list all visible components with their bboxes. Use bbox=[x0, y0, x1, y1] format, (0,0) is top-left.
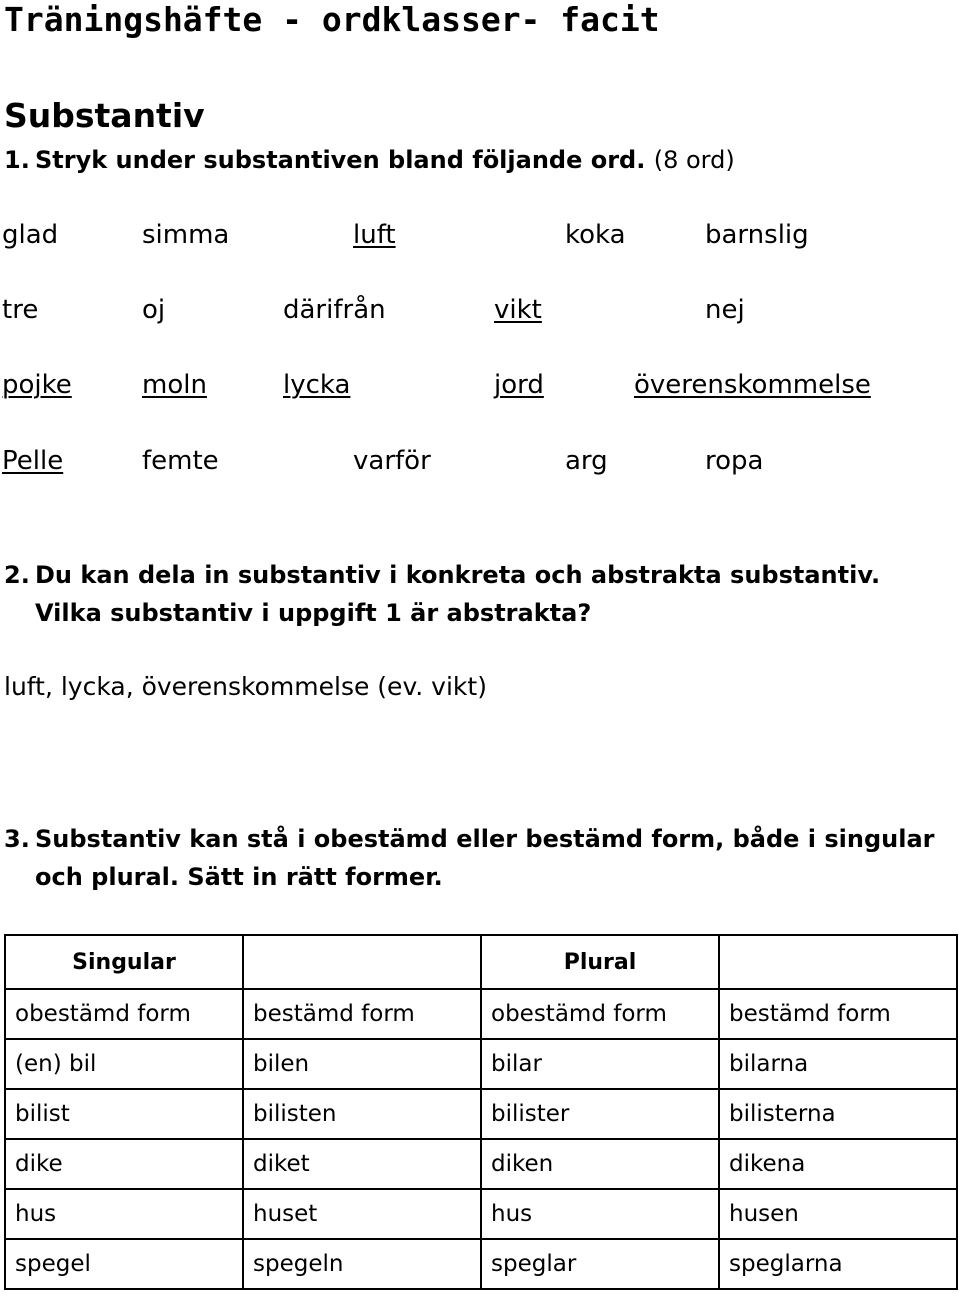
question-2 bbox=[4, 561, 880, 589]
word-item: arg bbox=[565, 446, 608, 476]
table-cell: husen bbox=[719, 1189, 957, 1239]
table-row bbox=[5, 1239, 957, 1289]
table-cell: hus bbox=[481, 1189, 719, 1239]
question-note: (8 ord) bbox=[653, 146, 735, 174]
word-item: jord bbox=[494, 370, 544, 400]
question-text: Substantiv kan stå i obestämd eller bestämd form, både i singular bbox=[35, 825, 935, 853]
noun-forms-table bbox=[4, 934, 958, 1290]
question-text: Du kan dela in substantiv i konkreta och abstrakta substantiv. bbox=[35, 561, 881, 589]
column-header-cell: obestämd form bbox=[5, 989, 243, 1039]
question-1 bbox=[4, 146, 735, 174]
group-header-cell: Plural bbox=[481, 935, 719, 989]
word-item: lycka bbox=[283, 370, 351, 400]
question-2-line-2: Vilka substantiv i uppgift 1 är abstrakta? bbox=[35, 599, 592, 627]
word-item: barnslig bbox=[705, 220, 809, 250]
group-header-cell: Singular bbox=[5, 935, 243, 989]
table-cell: dikena bbox=[719, 1139, 957, 1189]
word-item: koka bbox=[565, 220, 626, 250]
table-cell: bilisterna bbox=[719, 1089, 957, 1139]
table-cell: spegel bbox=[5, 1239, 243, 1289]
table-cell: spegeln bbox=[243, 1239, 481, 1289]
question-number: 3. bbox=[4, 825, 30, 853]
page-title: Träningshäfte - ordklasser- facit bbox=[4, 0, 660, 39]
table-cell: diken bbox=[481, 1139, 719, 1189]
table-cell: speglar bbox=[481, 1239, 719, 1289]
table-cell: bilar bbox=[481, 1039, 719, 1089]
table-cell: bilist bbox=[5, 1089, 243, 1139]
word-item: oj bbox=[142, 295, 166, 325]
table-row bbox=[5, 1039, 957, 1089]
word-item: glad bbox=[2, 220, 59, 250]
table-cell: hus bbox=[5, 1189, 243, 1239]
word-item: simma bbox=[142, 220, 230, 250]
table-cell: (en) bil bbox=[5, 1039, 243, 1089]
word-item: tre bbox=[2, 295, 39, 325]
table-cell: bilister bbox=[481, 1089, 719, 1139]
word-item: pojke bbox=[2, 370, 72, 400]
group-header-cell bbox=[243, 935, 481, 989]
answer-text: luft, lycka, överenskommelse (ev. vikt) bbox=[4, 672, 487, 701]
group-header-cell bbox=[719, 935, 957, 989]
table-cell: bilisten bbox=[243, 1089, 481, 1139]
table-cell: dike bbox=[5, 1139, 243, 1189]
table-column-header-row bbox=[5, 989, 957, 1039]
question-number: 2. bbox=[4, 561, 30, 589]
word-item: ropa bbox=[705, 446, 764, 476]
word-item: moln bbox=[142, 370, 207, 400]
word-item: nej bbox=[705, 295, 745, 325]
word-item: Pelle bbox=[2, 446, 64, 476]
section-heading: Substantiv bbox=[4, 96, 205, 135]
word-item: luft bbox=[353, 220, 396, 250]
table-row bbox=[5, 1189, 957, 1239]
question-3 bbox=[4, 825, 935, 853]
table-cell: bilen bbox=[243, 1039, 481, 1089]
table-cell: speglarna bbox=[719, 1239, 957, 1289]
word-item: därifrån bbox=[283, 295, 386, 325]
word-item: varför bbox=[353, 446, 431, 476]
word-item: vikt bbox=[494, 295, 542, 325]
word-item: överenskommelse bbox=[634, 370, 871, 400]
table-row bbox=[5, 1139, 957, 1189]
column-header-cell: bestämd form bbox=[719, 989, 957, 1039]
word-item: femte bbox=[142, 446, 219, 476]
table-cell: huset bbox=[243, 1189, 481, 1239]
table-group-header-row bbox=[5, 935, 957, 989]
question-number: 1. bbox=[4, 146, 30, 174]
table-cell: diket bbox=[243, 1139, 481, 1189]
question-text: Stryk under substantiven bland följande ord. bbox=[35, 146, 646, 174]
table-row bbox=[5, 1089, 957, 1139]
table-cell: bilarna bbox=[719, 1039, 957, 1089]
column-header-cell: obestämd form bbox=[481, 989, 719, 1039]
column-header-cell: bestämd form bbox=[243, 989, 481, 1039]
question-3-line-2: och plural. Sätt in rätt former. bbox=[35, 863, 443, 891]
